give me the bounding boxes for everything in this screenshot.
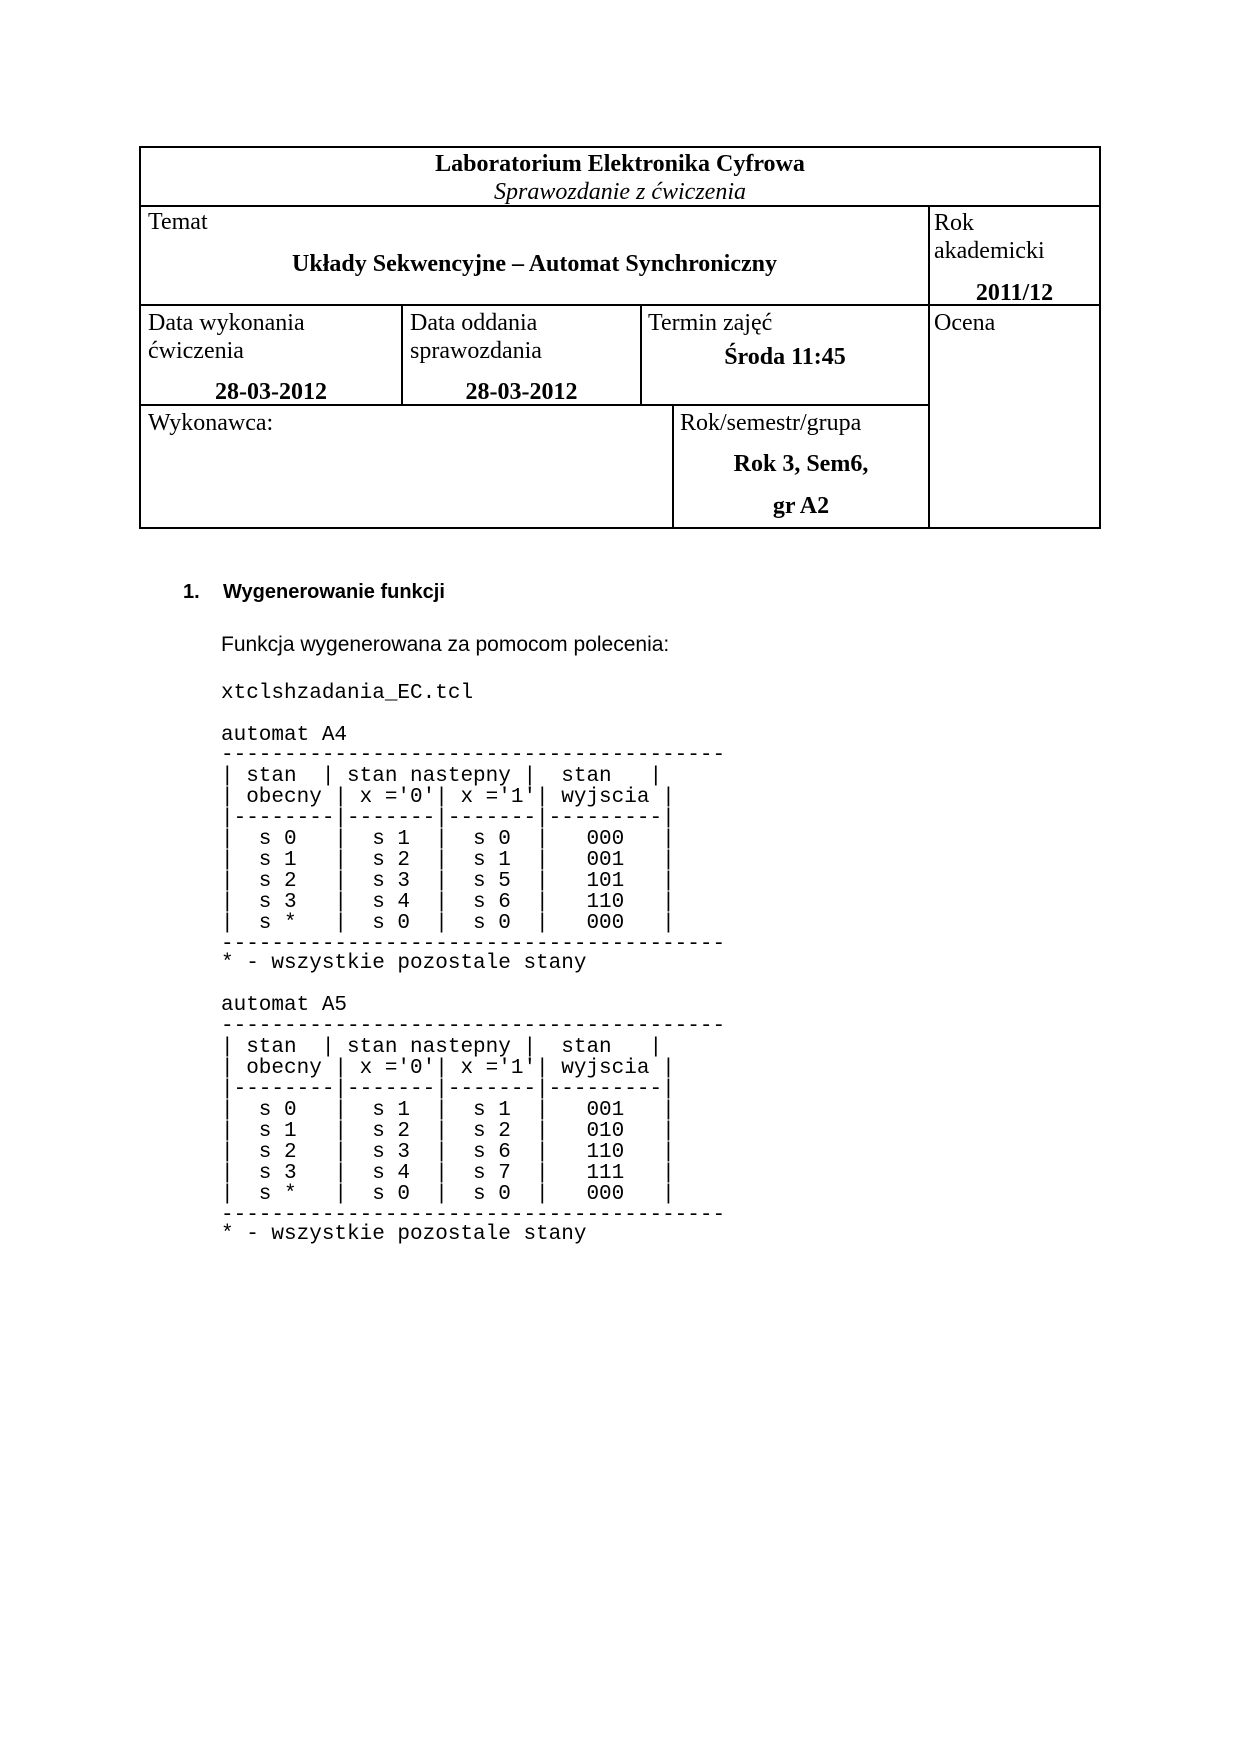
- section-heading: [183, 581, 445, 604]
- submit-date-value: 28-03-2012: [465, 379, 578, 405]
- group-label: Rok/semestr/grupa: [680, 410, 862, 436]
- automaton-a4-table: ---------------------------------------- | stan | stan nastepny | stan | | obecny | x ='0'| x ='1'| wyjscia | |--------|-------|-------|---------| | s 0 | s 1 | s 0 | 000 | | s 1 | s 2 | s 1 | 001 | | s 2 | s 3 | s 5 | 101 | | s 3 | s 4 | s 6 | 110 | | s * | s 0 | s 0 | 000 | ----------------------------------------: [221, 744, 726, 956]
- academic-year-value: 2011/12: [975, 280, 1054, 306]
- exec-date-label: ćwiczenia: [148, 338, 244, 364]
- group-value: Rok 3, Sem6,: [733, 451, 869, 477]
- submit-date-label: sprawozdania: [410, 338, 542, 364]
- automaton-a5-table: ---------------------------------------- | stan | stan nastepny | stan | | obecny | x ='0'| x ='1'| wyjscia | |--------|-------|-------|---------| | s 0 | s 1 | s 1 | 001 | | s 1 | s 2 | s 2 | 010 | | s 2 | s 3 | s 6 | 110 | | s 3 | s 4 | s 7 | 111 | | s * | s 0 | s 0 | 000 | ----------------------------------------: [221, 1015, 726, 1227]
- exec-date-label: Data wykonania: [148, 310, 305, 336]
- automaton-a5-title: automat A5: [221, 994, 348, 1017]
- class-time-label: Termin zajęć: [648, 310, 773, 336]
- author-label: Wykonawca:: [148, 410, 274, 436]
- exec-date-value: 28-03-2012: [215, 379, 327, 405]
- automaton-a4-title: automat A4: [221, 724, 348, 747]
- class-time-value: Środa 11:45: [724, 344, 846, 370]
- academic-year-label: akademicki: [934, 238, 1045, 264]
- grade-label: Ocena: [934, 310, 996, 336]
- intro-paragraph: Funkcja wygenerowana za pomocom polecenia:: [221, 633, 670, 656]
- header-divider: [928, 205, 930, 527]
- report-header-table: [139, 146, 1101, 529]
- report-subtitle: Sprawozdanie z ćwiczenia: [494, 179, 746, 205]
- group-value: gr A2: [772, 493, 830, 519]
- topic-value: Układy Sekwencyjne – Automat Synchroniczny: [292, 251, 777, 277]
- automaton-a5-footnote: * - wszystkie pozostale stany: [221, 1223, 587, 1246]
- lab-title: Laboratorium Elektronika Cyfrowa: [435, 151, 805, 177]
- topic-label: Temat: [148, 209, 208, 235]
- submit-date-label: Data oddania: [410, 310, 538, 336]
- command-line: xtclshzadania_EC.tcl: [221, 682, 474, 705]
- section-number: 1.: [183, 581, 200, 603]
- automaton-a4-footnote: * - wszystkie pozostale stany: [221, 952, 587, 975]
- academic-year-label: Rok: [934, 210, 975, 236]
- section-title: Wygenerowanie funkcji: [223, 581, 445, 603]
